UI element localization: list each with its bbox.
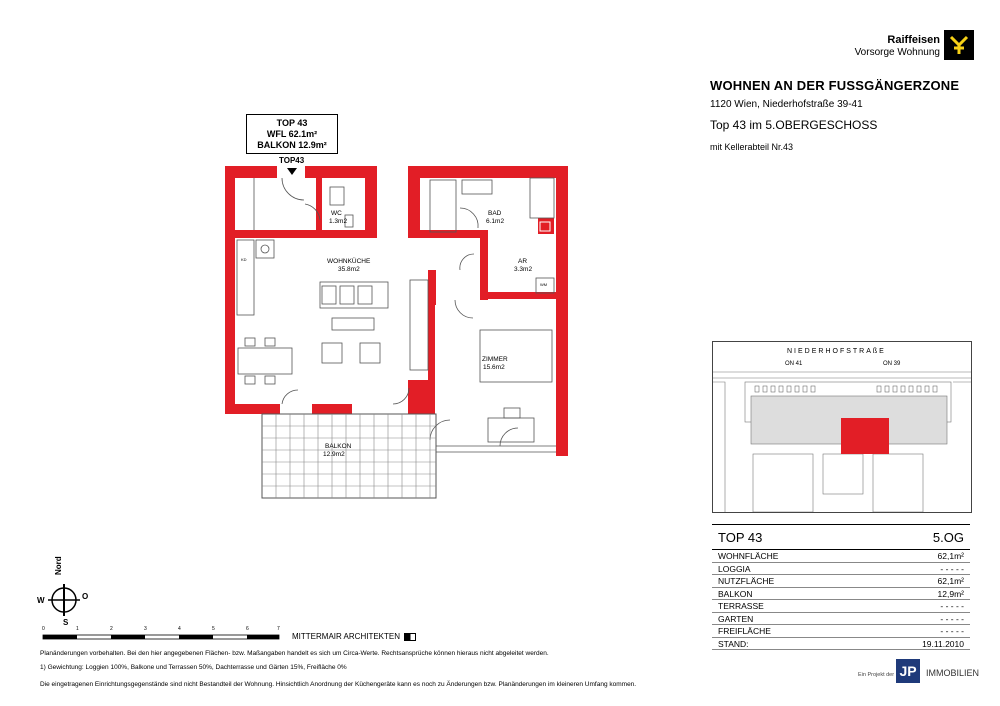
project-address: 1120 Wien, Niederhofstraße 39-41: [710, 99, 863, 110]
raiffeisen-logo-icon: [944, 30, 974, 60]
architect-name: MITTERMAIR ARCHITEKTEN: [292, 632, 401, 641]
room-bad-name: BAD: [488, 210, 502, 217]
walls: [225, 166, 568, 456]
entrance-arrow-icon: [287, 168, 297, 175]
scale-tick: 5: [212, 626, 215, 632]
table-row: [712, 600, 970, 613]
footer-line-3: Die eingetragenen Einrichtungsgegenstände sind nicht Bestandteil der Wohnung. Hinsichtlich Anordnung der Küchengeräte kann es noch zu Änderungen bzw. Planänderungen im kleineren Umfang kommen.: [40, 681, 637, 688]
table-row: [712, 613, 970, 626]
scale-tick: 7: [277, 626, 280, 632]
row-value: 12,9m²: [937, 588, 964, 599]
row-value: - - - - -: [940, 613, 964, 624]
room-wc-name: WC: [331, 210, 342, 217]
row-value: 19.11.2010: [922, 638, 964, 649]
compass-icon: [44, 580, 84, 620]
room-balkon-name: BALKON: [325, 443, 352, 450]
scale-bar: [40, 632, 290, 642]
row-key: STAND:: [718, 638, 749, 649]
plan-info-balkon: BALKON 12.9m²: [257, 140, 327, 150]
scale-tick: 6: [246, 626, 249, 632]
balcony: [262, 414, 436, 498]
scale-tick: 3: [144, 626, 147, 632]
room-zimmer-area: 15.6m2: [483, 364, 505, 371]
row-key: FREIFLÄCHE: [718, 626, 771, 636]
table-row: [712, 550, 970, 563]
compass-west: W: [37, 596, 45, 605]
room-kd-label: KD: [241, 257, 247, 262]
plan-lines: [237, 178, 556, 452]
room-wohnkueche-name: WOHNKÜCHE: [327, 258, 371, 265]
row-key: LOGGIA: [718, 563, 751, 574]
row-value: 62,1m²: [937, 576, 964, 586]
compass-east: O: [82, 592, 89, 601]
compass-north: Nord: [54, 556, 63, 575]
scale-tick: 2: [110, 626, 113, 632]
table-floor: 5.OG: [932, 530, 964, 545]
scale-tick: 0: [42, 626, 45, 632]
room-ar-name: AR: [518, 258, 528, 265]
footer-line-1: Planänderungen vorbehalten. Bei den hier angegebenen Flächen- bzw. Maßangaben handelt es sich um Circa-Werte. Rechtsansprüche können hieraus nicht abgeleitet werden.: [40, 650, 549, 657]
site-street: NIEDERHOFSTRAßE: [787, 348, 886, 355]
plan-info-wfl: WFL 62.1m²: [266, 129, 318, 139]
room-wohnkueche-area: 35.8m2: [338, 266, 360, 273]
room-bad-area: 6.1m2: [486, 218, 505, 225]
row-value: - - - - -: [940, 601, 964, 611]
site-on-right: ON 39: [883, 361, 901, 367]
row-value: 62,1m²: [937, 551, 964, 561]
jp-name: IMMOBILIEN: [926, 668, 980, 678]
site-on-left: ON 41: [785, 361, 803, 367]
table-row: [712, 588, 970, 601]
area-table: [712, 524, 970, 650]
unit-line: Top 43 im 5.OBERGESCHOSS: [710, 118, 878, 132]
site-plan: [712, 341, 972, 513]
row-key: TERRASSE: [718, 601, 764, 611]
floor-plan: [220, 155, 600, 515]
row-key: NUTZFLÄCHE: [718, 576, 775, 586]
entrance-label: TOP43: [279, 156, 305, 165]
footer-line-2: 1) Gewichtung: Loggien 100%, Balkone und Terrassen 50%, Dachterrasse und Gärten 15%, Freifläche 0%: [40, 664, 347, 671]
area-table-header: [712, 524, 970, 550]
table-row: [712, 638, 970, 651]
brand-name: Raiffeisen: [887, 34, 940, 46]
plan-info-top: TOP 43: [276, 118, 308, 128]
row-key: BALKON: [718, 588, 753, 599]
cellar-note: mit Kellerabteil Nr.43: [710, 142, 794, 152]
room-wc-area: 1.3m2: [329, 218, 348, 225]
jp-logo-icon: JP: [896, 659, 920, 683]
row-key: GARTEN: [718, 613, 754, 624]
row-key: WOHNFLÄCHE: [718, 551, 779, 561]
plan-info-box: [246, 114, 338, 154]
scale-tick: 1: [76, 626, 79, 632]
row-value: - - - - -: [940, 563, 964, 574]
table-row: [712, 575, 970, 588]
table-row: [712, 563, 970, 576]
architect-logo-icon: [404, 633, 416, 641]
jp-prefix: Ein Projekt der: [858, 672, 895, 678]
table-unit: TOP 43: [718, 530, 763, 545]
brand-subtitle: Vorsorge Wohnung: [854, 47, 940, 58]
room-ar-area: 3.3m2: [514, 266, 533, 273]
row-value: - - - - -: [940, 626, 964, 636]
table-row: [712, 625, 970, 638]
scale-tick: 4: [178, 626, 181, 632]
unit-highlight: [841, 418, 889, 454]
room-zimmer-name: ZIMMER: [482, 356, 508, 363]
project-title: WOHNEN AN DER FUSSGÄNGERZONE: [710, 78, 960, 93]
room-balkon-area: 12.9m2: [323, 451, 345, 458]
compass-south: S: [63, 618, 69, 627]
room-wm-label: WM: [540, 282, 548, 287]
